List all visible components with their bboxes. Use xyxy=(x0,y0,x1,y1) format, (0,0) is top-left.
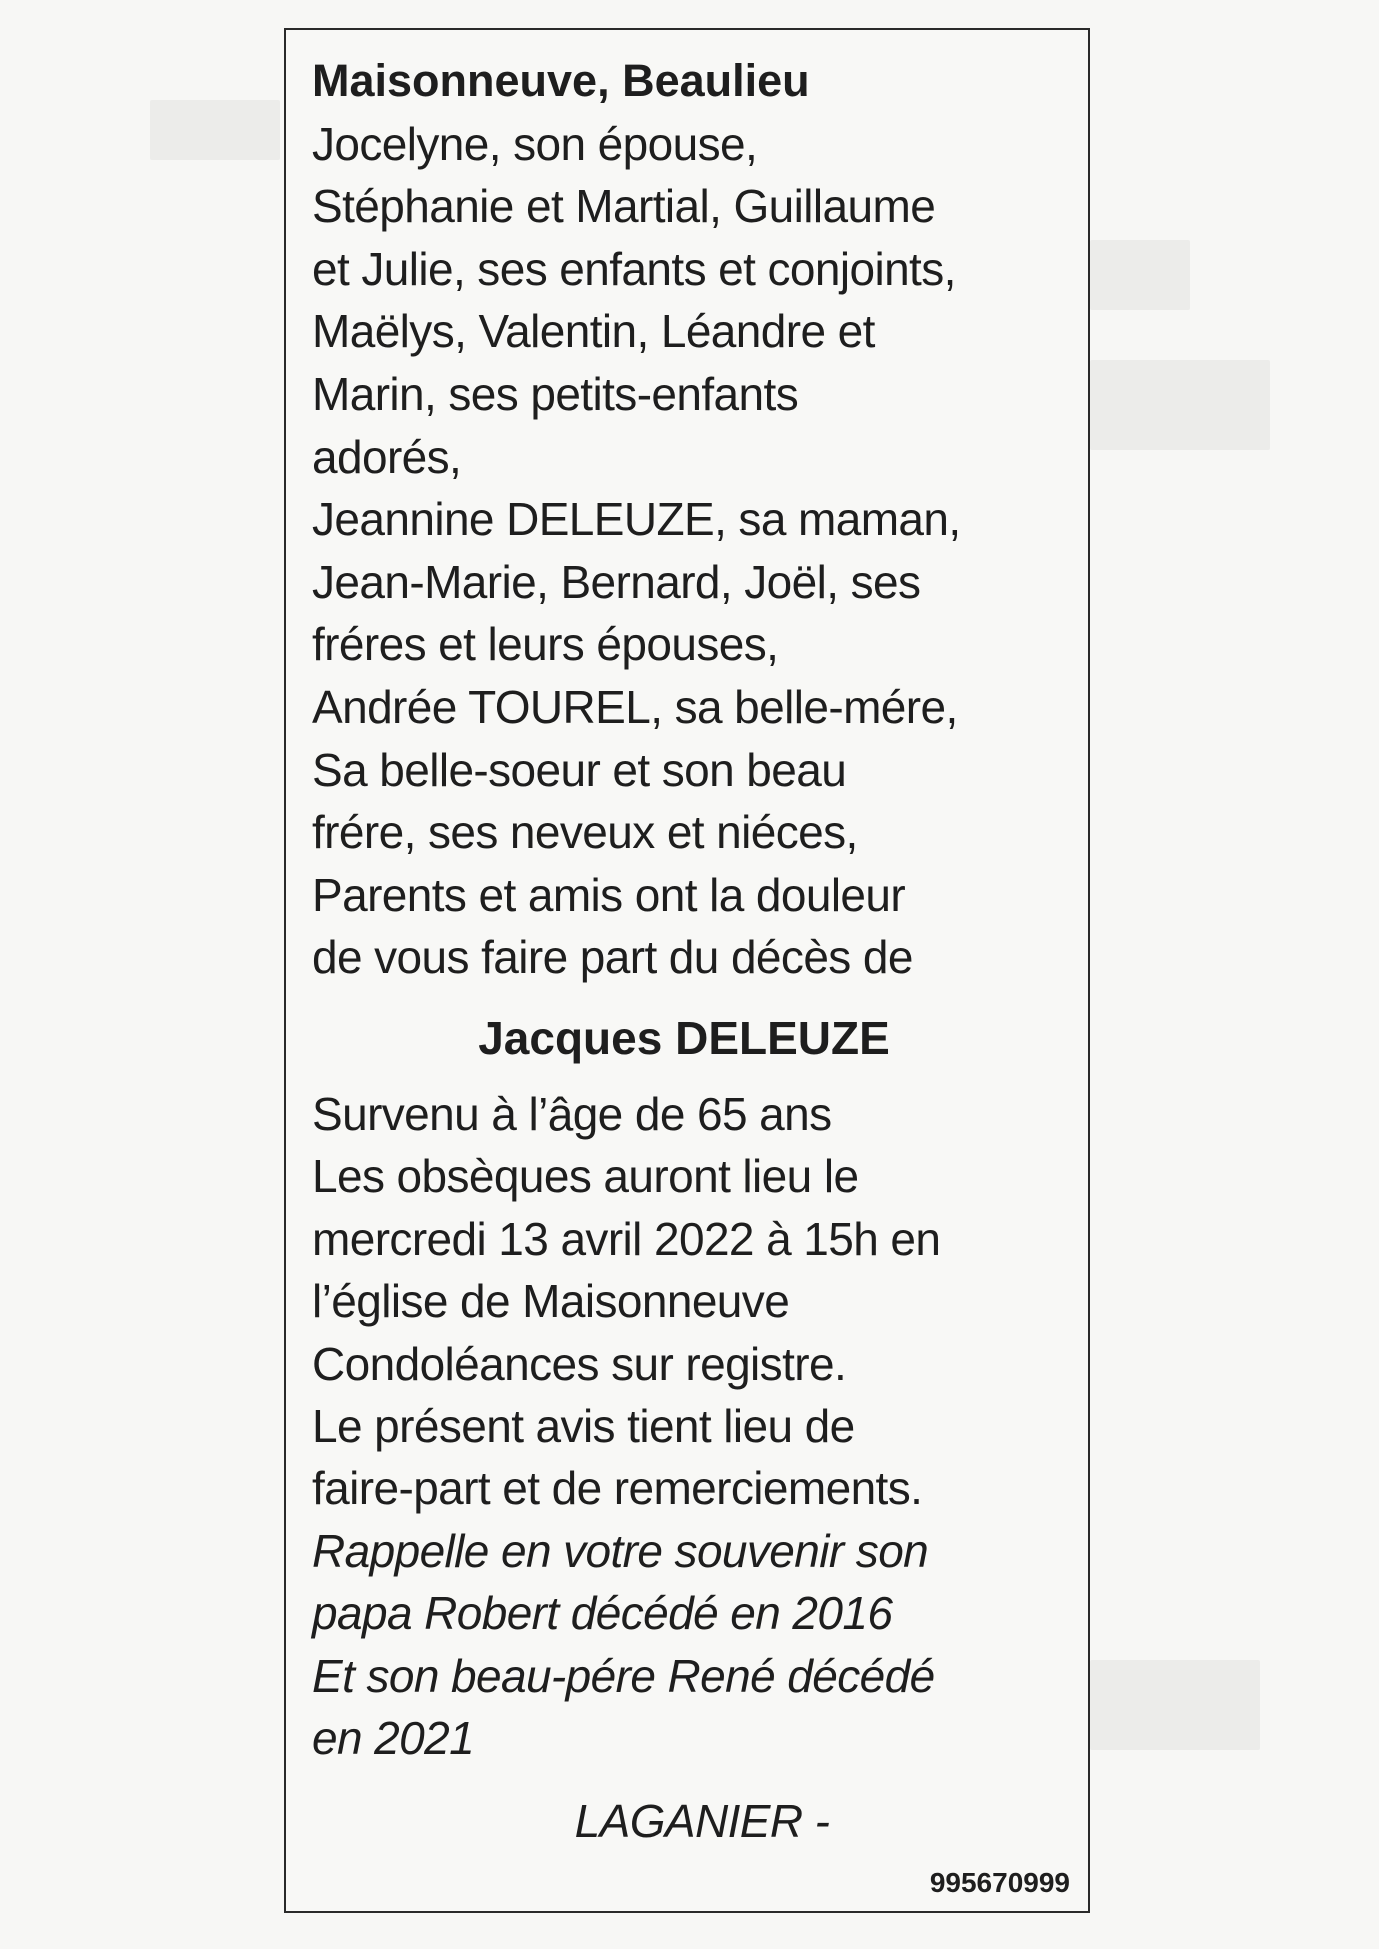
family-line: Jean-Marie, Bernard, Joël, ses xyxy=(312,555,921,608)
family-line: Jeannine DELEUZE, sa maman, xyxy=(312,493,961,546)
notice-heading: Maisonneuve, Beaulieu xyxy=(312,55,810,106)
background-bleed-block xyxy=(1090,360,1270,450)
detail-line: faire-part et de remerciements. xyxy=(312,1462,923,1515)
background-bleed-block xyxy=(150,100,280,160)
family-line: Marin, ses petits-enfants xyxy=(312,367,799,420)
family-line: Jocelyne, son épouse, xyxy=(312,117,758,170)
detail-line: mercredi 13 avril 2022 à 15h en xyxy=(312,1212,941,1265)
detail-line: Survenu à l’âge de 65 ans xyxy=(312,1087,832,1140)
family-line: et Julie, ses enfants et conjoints, xyxy=(312,242,956,295)
detail-line: Les obsèques auront lieu le xyxy=(312,1150,859,1203)
funeral-home-signature: LAGANIER - xyxy=(574,1795,830,1848)
background-bleed-block xyxy=(1090,240,1190,310)
family-block xyxy=(312,113,1072,989)
family-line: adorés, xyxy=(312,430,462,483)
family-line: Parents et amis ont la douleur xyxy=(312,868,906,921)
family-line: Andrée TOUREL, sa belle-mére, xyxy=(312,680,958,733)
family-line: Sa belle-soeur et son beau xyxy=(312,743,847,796)
detail-line: Condoléances sur registre. xyxy=(312,1337,847,1390)
family-line: frére, ses neveux et niéces, xyxy=(312,806,858,859)
reference-number: 995670999 xyxy=(929,1867,1070,1898)
memory-line: papa Robert décédé en 2016 xyxy=(312,1587,893,1640)
family-line: fréres et leurs épouses, xyxy=(312,618,779,671)
obituary-notice xyxy=(284,28,1090,1913)
obituary-content xyxy=(312,50,1072,1853)
details-block xyxy=(312,1083,1072,1520)
deceased-name: Jacques DELEUZE xyxy=(478,1011,890,1064)
background-bleed-block xyxy=(1090,1660,1260,1750)
memory-line: Rappelle en votre souvenir son xyxy=(312,1524,929,1577)
detail-line: Le présent avis tient lieu de xyxy=(312,1399,855,1452)
memory-line: en 2021 xyxy=(312,1711,475,1764)
family-line: Maëlys, Valentin, Léandre et xyxy=(312,305,875,358)
memory-block xyxy=(312,1520,1072,1770)
detail-line: l’église de Maisonneuve xyxy=(312,1275,790,1328)
family-line: Stéphanie et Martial, Guillaume xyxy=(312,180,936,233)
memory-line: Et son beau-pére René décédé xyxy=(312,1649,935,1702)
family-line: de vous faire part du décès de xyxy=(312,931,913,984)
